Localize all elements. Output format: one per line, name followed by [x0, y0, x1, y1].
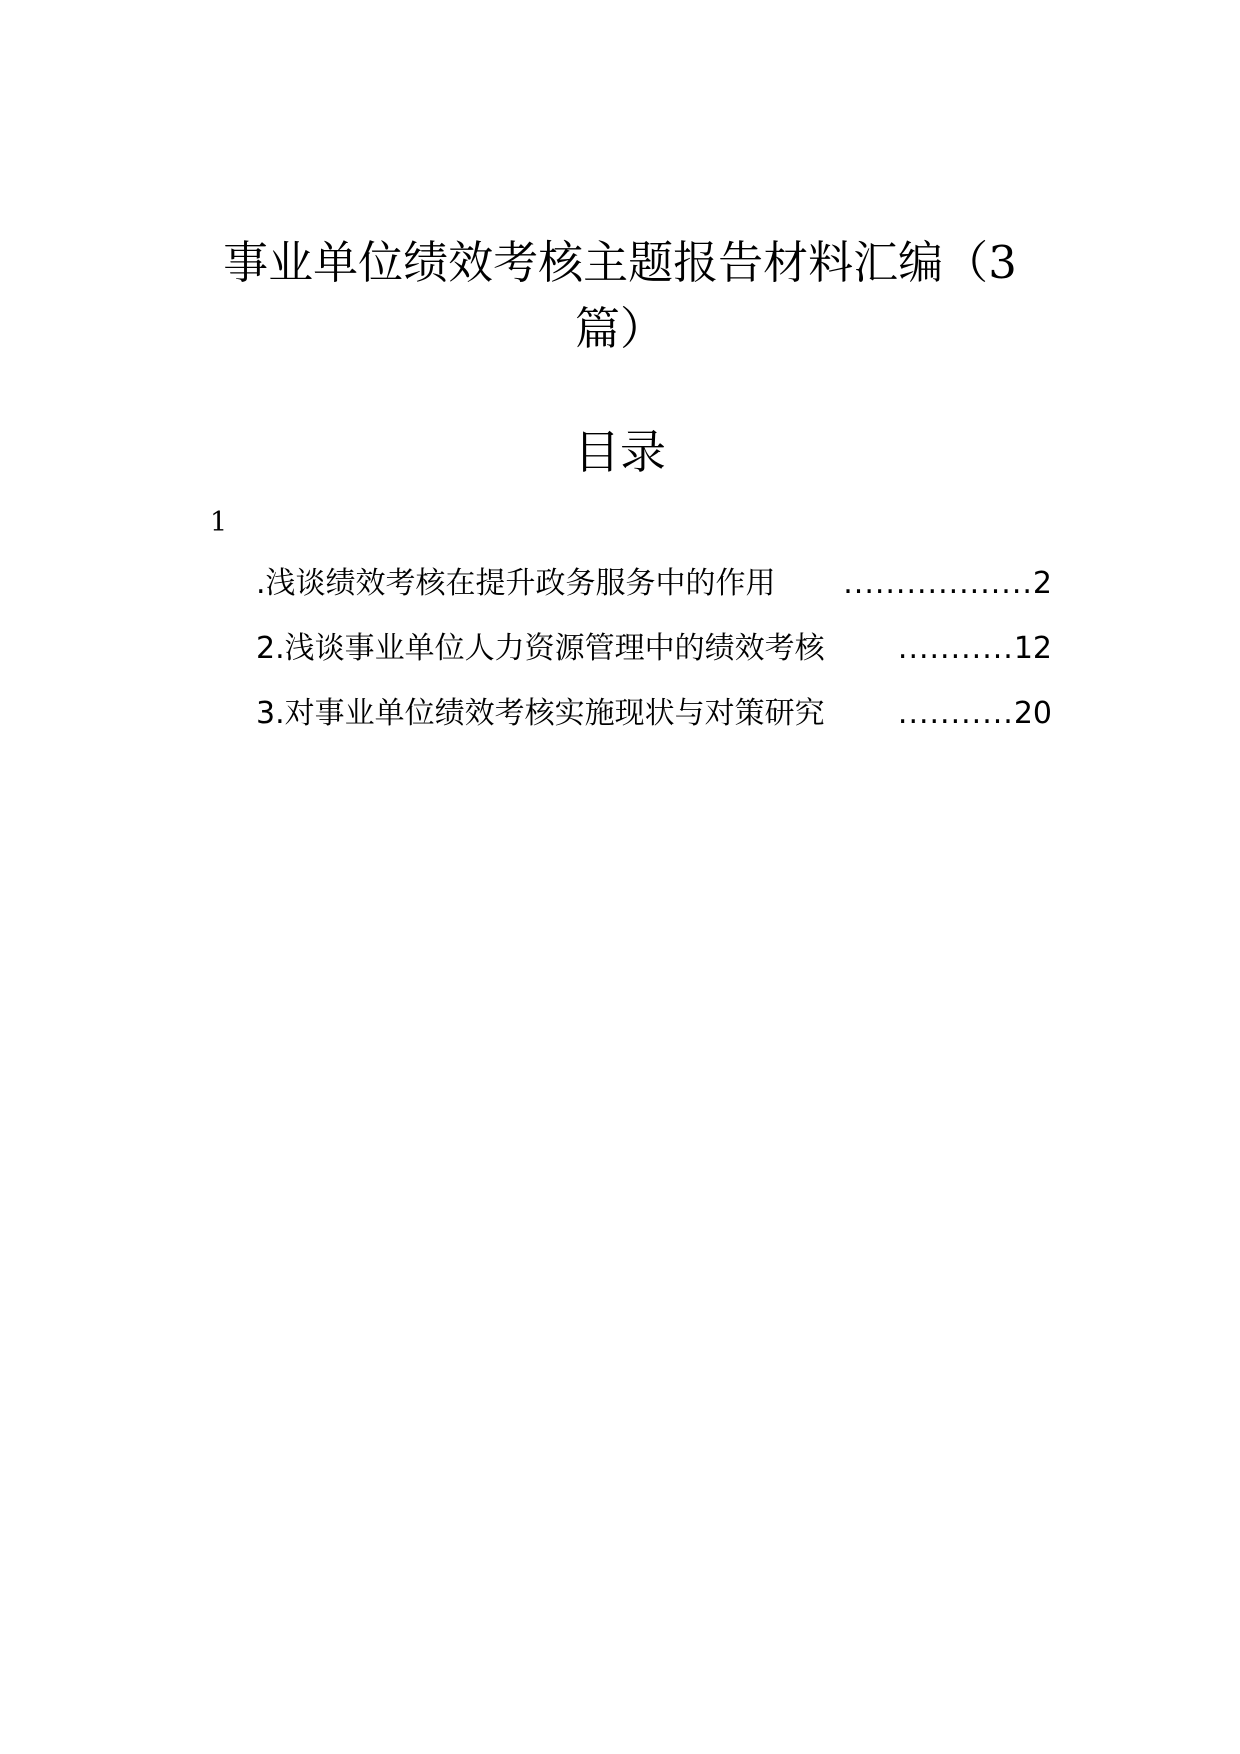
title-text: 事业单位绩效考核主题报告材料汇编（ — [223, 236, 989, 289]
table-of-contents — [256, 564, 1052, 759]
toc-item-title: 3.对事业单位绩效考核实施现状与对策研究 — [256, 696, 825, 731]
toc-item-title: .浅谈绩效考核在提升政务服务中的作用 — [256, 566, 776, 601]
document-title — [200, 230, 1040, 362]
title-text-continued: 篇） — [574, 302, 665, 355]
toc-item-title: 2.浅谈事业单位人力资源管理中的绩效考核 — [256, 631, 825, 666]
toc-item[interactable] — [256, 694, 1052, 759]
title-count: 3 — [988, 236, 1017, 289]
toc-item-page: 20 — [1013, 696, 1052, 731]
stray-number: 1 — [210, 507, 228, 538]
toc-leader-dots: ........... — [897, 696, 1014, 731]
toc-item-page: 12 — [1013, 631, 1052, 666]
toc-item-page: 2 — [1032, 566, 1052, 601]
toc-heading: 目录 — [574, 425, 666, 479]
toc-leader-dots: ........... — [897, 631, 1014, 666]
toc-item[interactable] — [256, 564, 1052, 629]
toc-leader-dots: .................. — [843, 566, 1033, 601]
toc-item[interactable] — [256, 629, 1052, 694]
